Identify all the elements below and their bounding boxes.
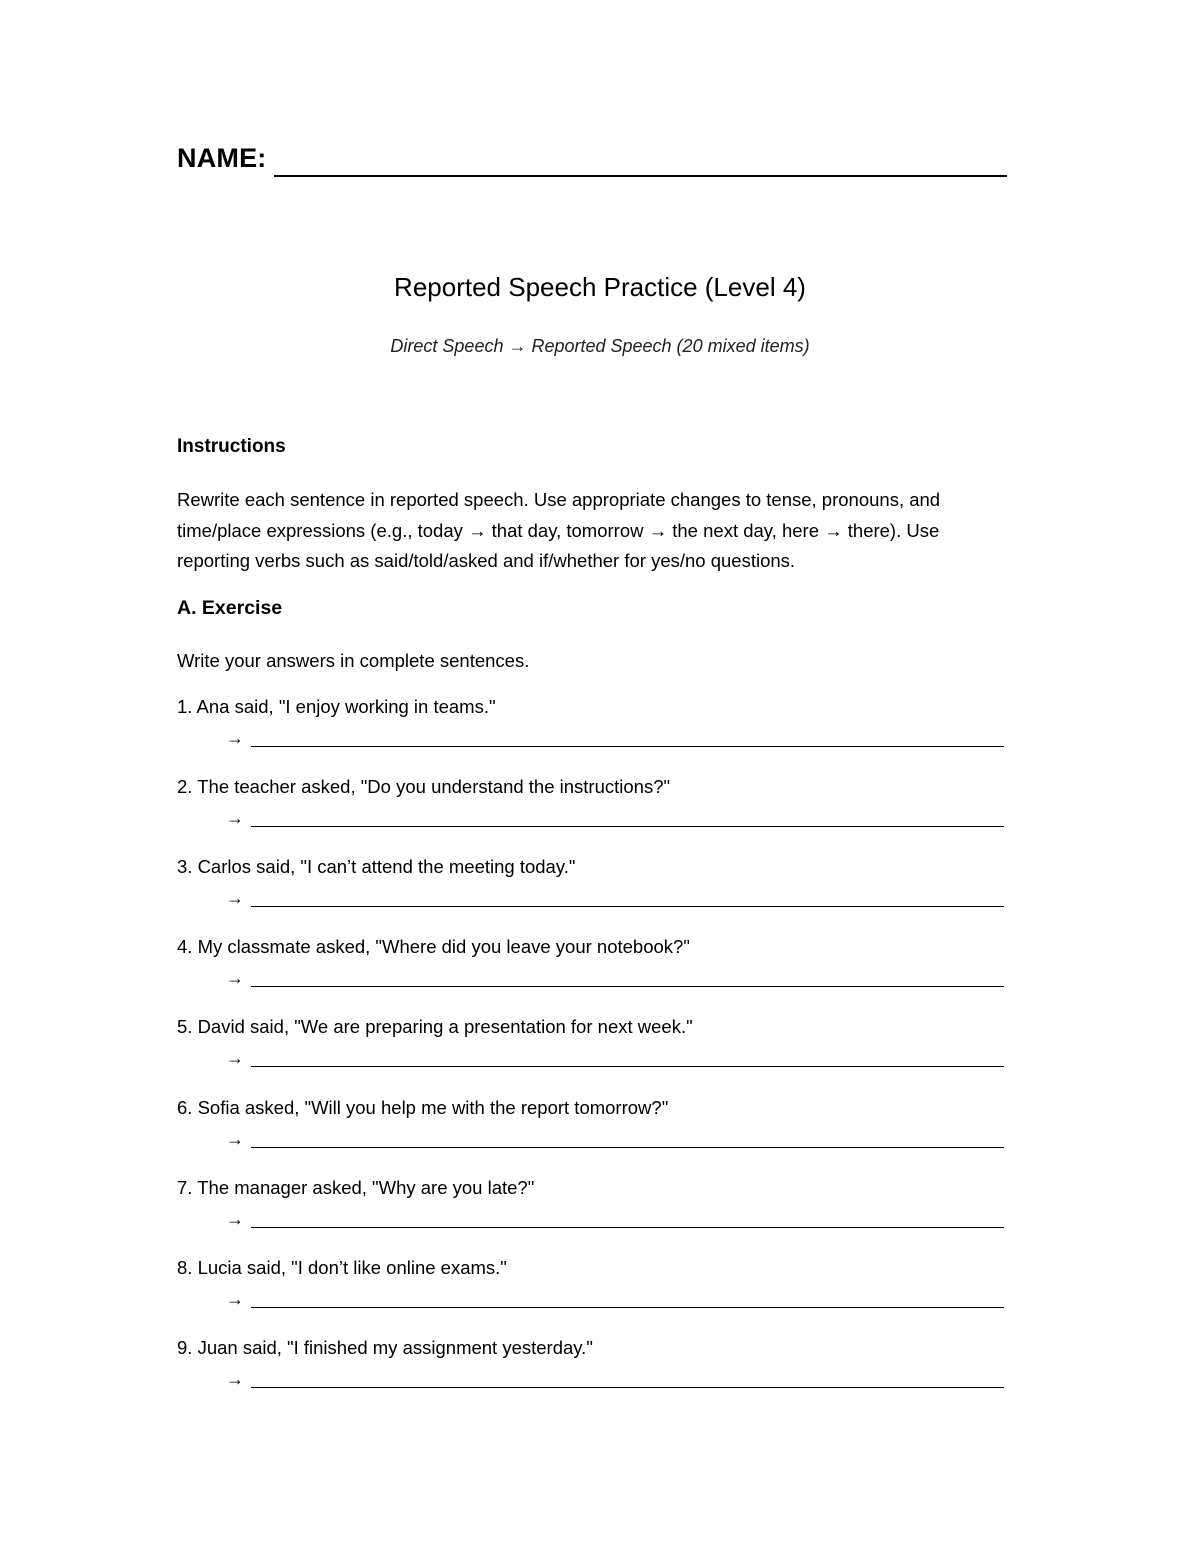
exercise-item xyxy=(177,1177,1007,1237)
exercise-item xyxy=(177,696,1007,756)
name-blank-line[interactable] xyxy=(274,175,1007,177)
answer-line[interactable] xyxy=(251,826,1004,827)
item-question: 1. Ana said, "I enjoy working in teams." xyxy=(177,696,496,717)
item-question: 3. Carlos said, "I can’t attend the meeting today." xyxy=(177,856,576,877)
item-question: 6. Sofia asked, "Will you help me with the report tomorrow?" xyxy=(177,1097,669,1118)
answer-line[interactable] xyxy=(251,1066,1004,1067)
item-question: 5. David said, "We are preparing a presentation for next week." xyxy=(177,1016,693,1037)
exercise-item xyxy=(177,1016,1007,1076)
instructions-text: Rewrite each sentence in reported speech. Use appropriate changes to tense, pronouns, and time/place expressions (e.g., today → that day, tomorrow → the next day, here → there). Use reporting verbs such as said/told/asked and if/whether for yes/no questions. xyxy=(177,489,941,571)
page-subtitle: Direct Speech → Reported Speech (20 mixed items) xyxy=(390,336,810,356)
arrow-icon: → xyxy=(226,1129,244,1149)
exercise-item xyxy=(177,936,1007,996)
answer-line[interactable] xyxy=(251,1227,1004,1228)
arrow-icon: → xyxy=(226,728,244,748)
item-question: 8. Lucia said, "I don’t like online exams." xyxy=(177,1257,507,1278)
exercise-item xyxy=(177,856,1007,916)
item-question: 7. The manager asked, "Why are you late?" xyxy=(177,1177,535,1198)
exercise-item xyxy=(177,1337,1007,1397)
answer-line[interactable] xyxy=(251,906,1004,907)
answer-line[interactable] xyxy=(251,746,1004,747)
name-label: NAME: xyxy=(177,143,267,173)
name-row xyxy=(177,143,1007,183)
answer-line[interactable] xyxy=(251,1387,1004,1388)
item-question: 9. Juan said, "I finished my assignment yesterday." xyxy=(177,1337,593,1358)
item-question: 2. The teacher asked, "Do you understand the instructions?" xyxy=(177,776,671,797)
item-question: 4. My classmate asked, "Where did you leave your notebook?" xyxy=(177,936,690,957)
instructions-heading: Instructions xyxy=(177,436,286,457)
arrow-icon: → xyxy=(226,888,244,908)
arrow-icon: → xyxy=(226,1289,244,1309)
exercise-heading: A. Exercise xyxy=(177,597,283,619)
exercise-note: Write your answers in complete sentences. xyxy=(177,650,530,671)
exercise-item xyxy=(177,776,1007,836)
page-title: Reported Speech Practice (Level 4) xyxy=(394,272,806,302)
exercise-item xyxy=(177,1097,1007,1157)
answer-line[interactable] xyxy=(251,1307,1004,1308)
answer-line[interactable] xyxy=(251,986,1004,987)
arrow-icon: → xyxy=(226,1209,244,1229)
arrow-icon: → xyxy=(226,1369,244,1389)
arrow-icon: → xyxy=(226,968,244,988)
arrow-icon: → xyxy=(226,808,244,828)
exercise-item xyxy=(177,1257,1007,1317)
answer-line[interactable] xyxy=(251,1147,1004,1148)
arrow-icon: → xyxy=(226,1048,244,1068)
